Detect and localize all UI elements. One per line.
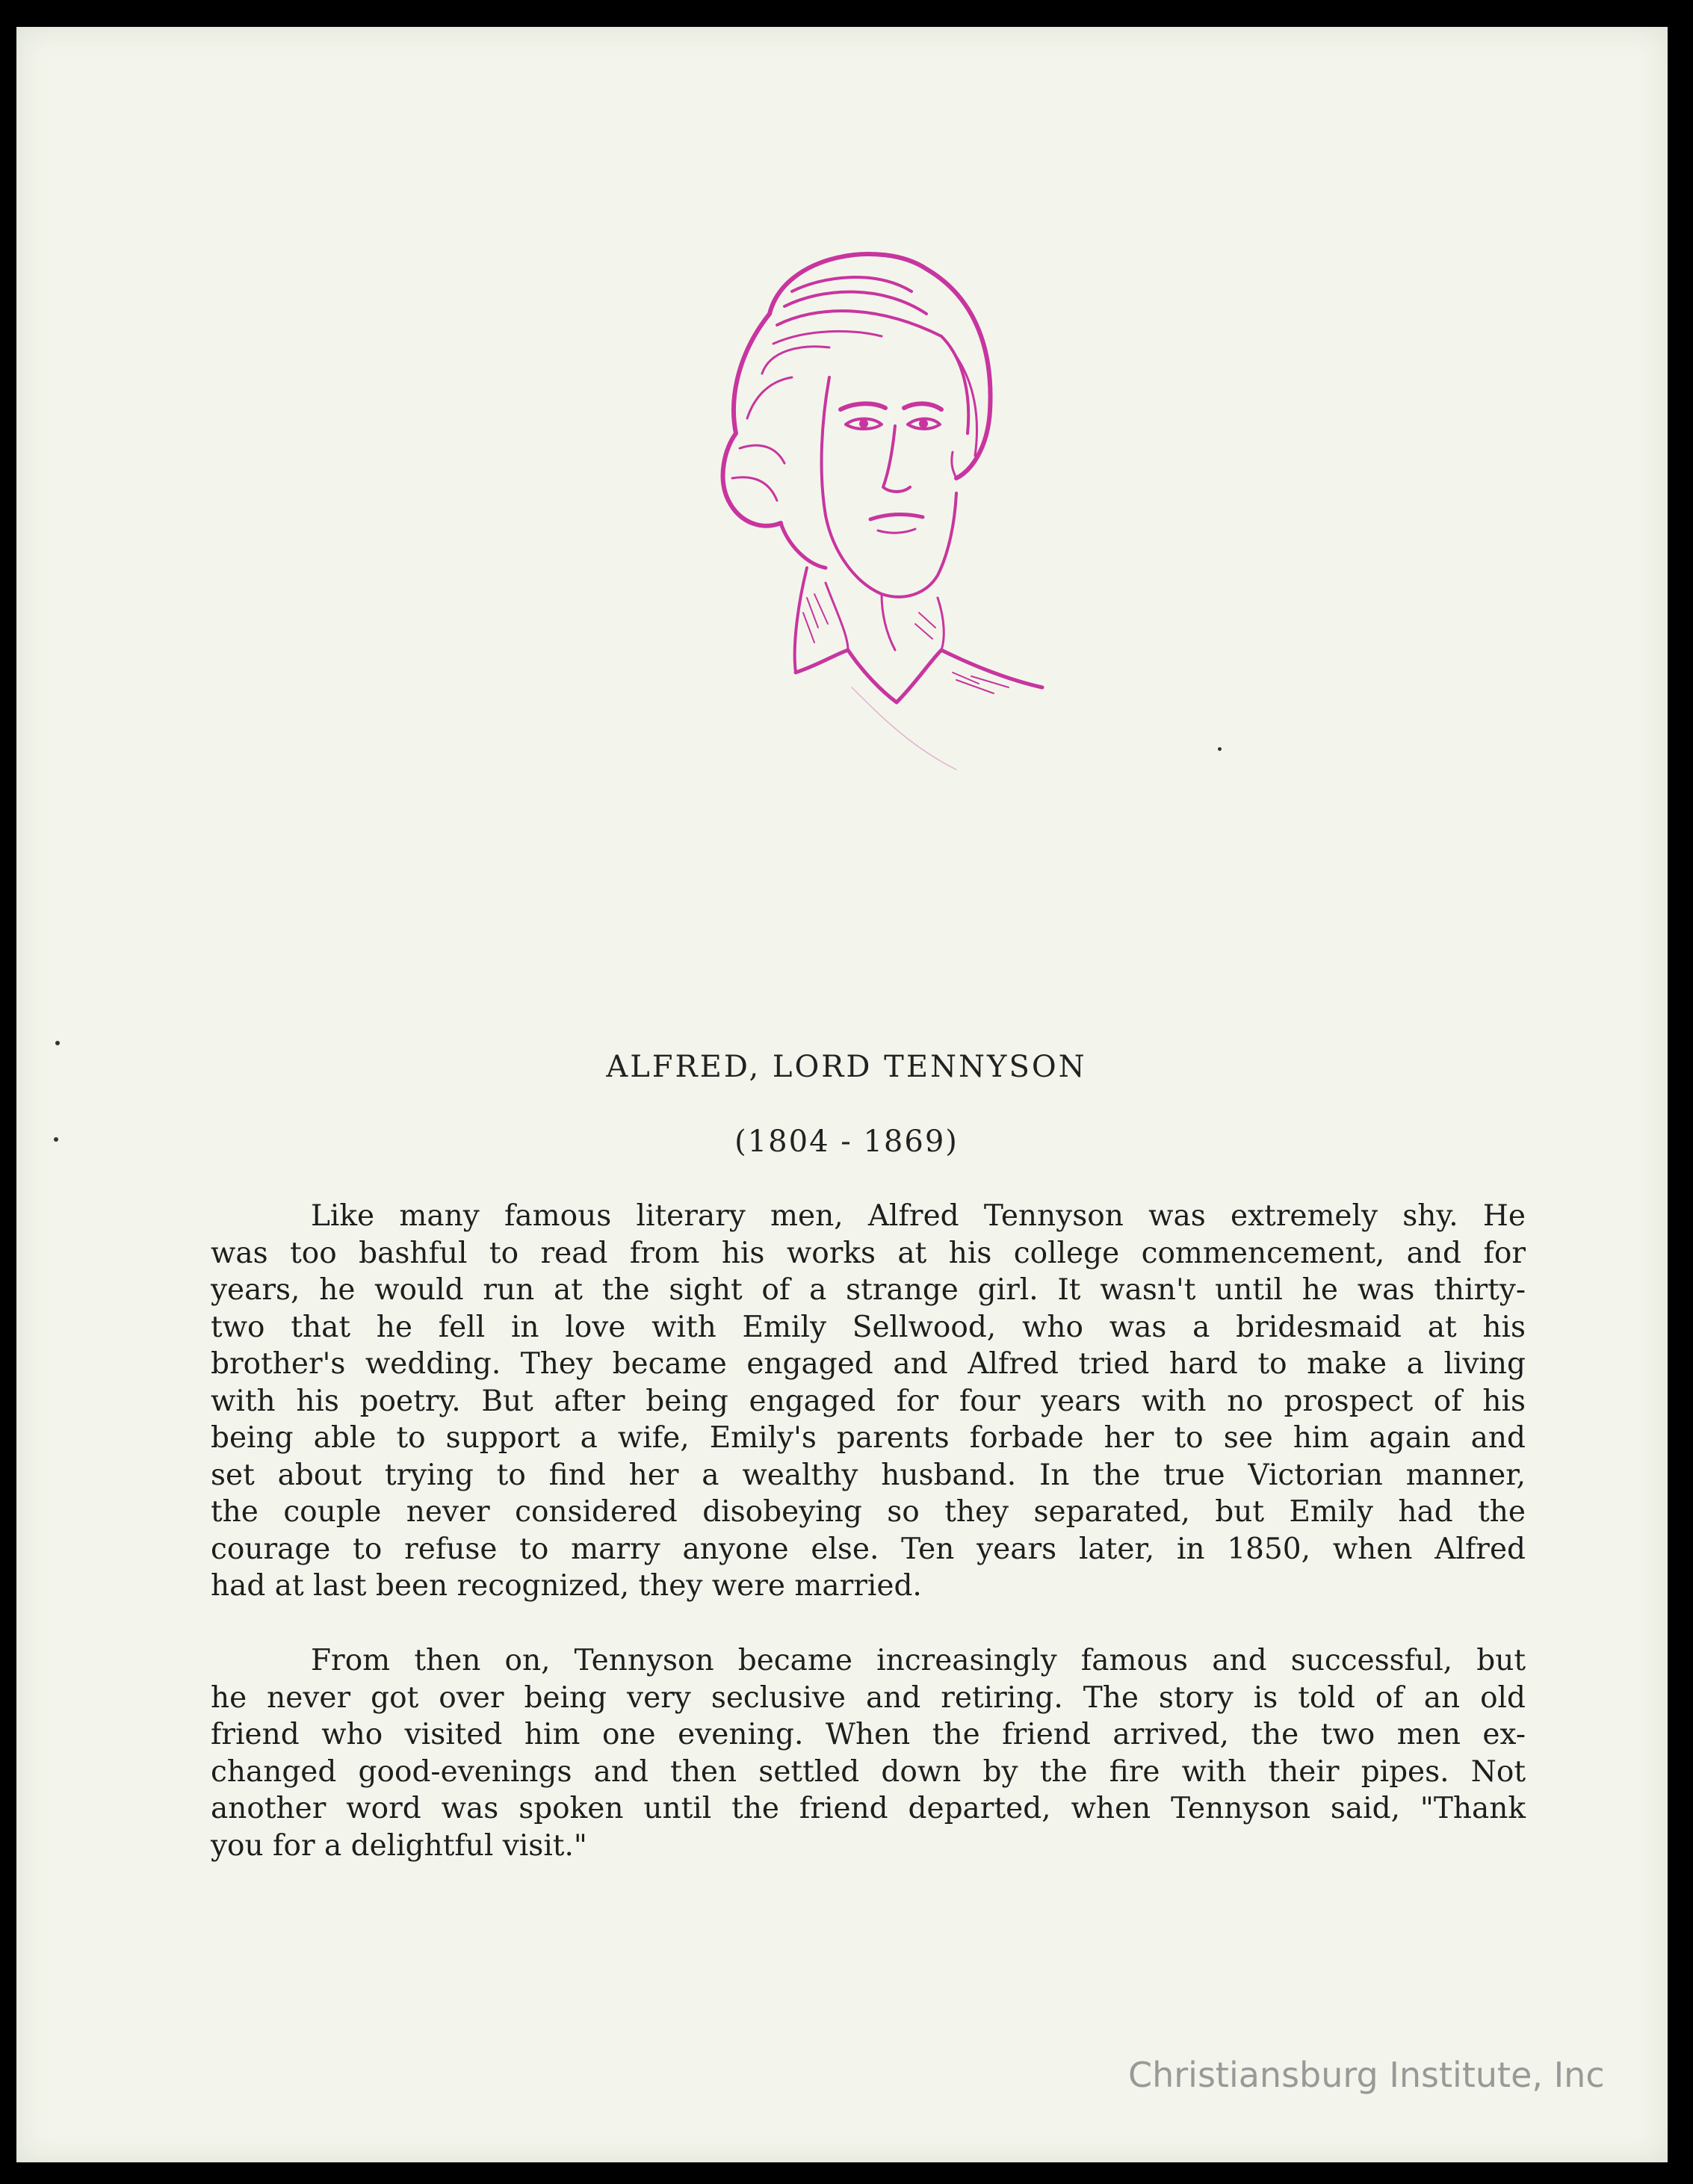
text-line: set about trying to find her a wealthy husband. In the true Victorian manner, <box>211 1458 1526 1492</box>
text-line: he never got over being very seclusive and retiring. The story is told of an old <box>211 1680 1526 1715</box>
portrait-illustration <box>657 224 1076 837</box>
text-line: had at last been recognized, they were married. <box>211 1569 922 1603</box>
text-line: From then on, Tennyson became increasingly famous and successful, but <box>311 1644 1526 1677</box>
text-line: the couple never considered disobeying so they separated, but Emily had the <box>211 1495 1526 1529</box>
paragraph-2 <box>211 1642 1526 1864</box>
text-line: was too bashful to read from his works at his college commencement, and for <box>211 1236 1526 1270</box>
text-line: changed good-evenings and then settled down by the fire with their pipes. Not <box>211 1754 1526 1789</box>
text-line: courage to refuse to marry anyone else. Ten years later, in 1850, when Alfred <box>211 1532 1526 1566</box>
life-dates: (1804 - 1869) <box>734 1125 959 1159</box>
watermark: Christiansburg Institute, Inc <box>1128 2055 1605 2095</box>
text-line: another word was spoken until the friend departed, when Tennyson said, "Thank <box>211 1792 1526 1825</box>
text-line: Like many famous literary men, Alfred Tennyson was extremely shy. He <box>311 1199 1526 1233</box>
text-line: being able to support a wife, Emily's parents forbade her to see him again and <box>211 1421 1526 1455</box>
paper-speck <box>1218 747 1222 751</box>
paper-speck <box>55 1041 60 1045</box>
text-line: brother's wedding. They became engaged and Alfred tried hard to make a living <box>211 1347 1526 1381</box>
text-line: two that he fell in love with Emily Sellwood, who was a bridesmaid at his <box>211 1310 1526 1344</box>
text-line: years, he would run at the sight of a strange girl. It wasn't until he was thirty- <box>211 1273 1526 1307</box>
page-title: ALFRED, LORD TENNYSON <box>606 1050 1087 1084</box>
text-line: friend who visited him one evening. When the friend arrived, the two men ex- <box>211 1718 1526 1751</box>
paper-speck <box>54 1137 58 1142</box>
text-line: with his poetry. But after being engaged for four years with no prospect of his <box>211 1384 1526 1418</box>
paragraph-1 <box>211 1198 1526 1605</box>
text-line: you for a delightful visit." <box>211 1828 587 1863</box>
